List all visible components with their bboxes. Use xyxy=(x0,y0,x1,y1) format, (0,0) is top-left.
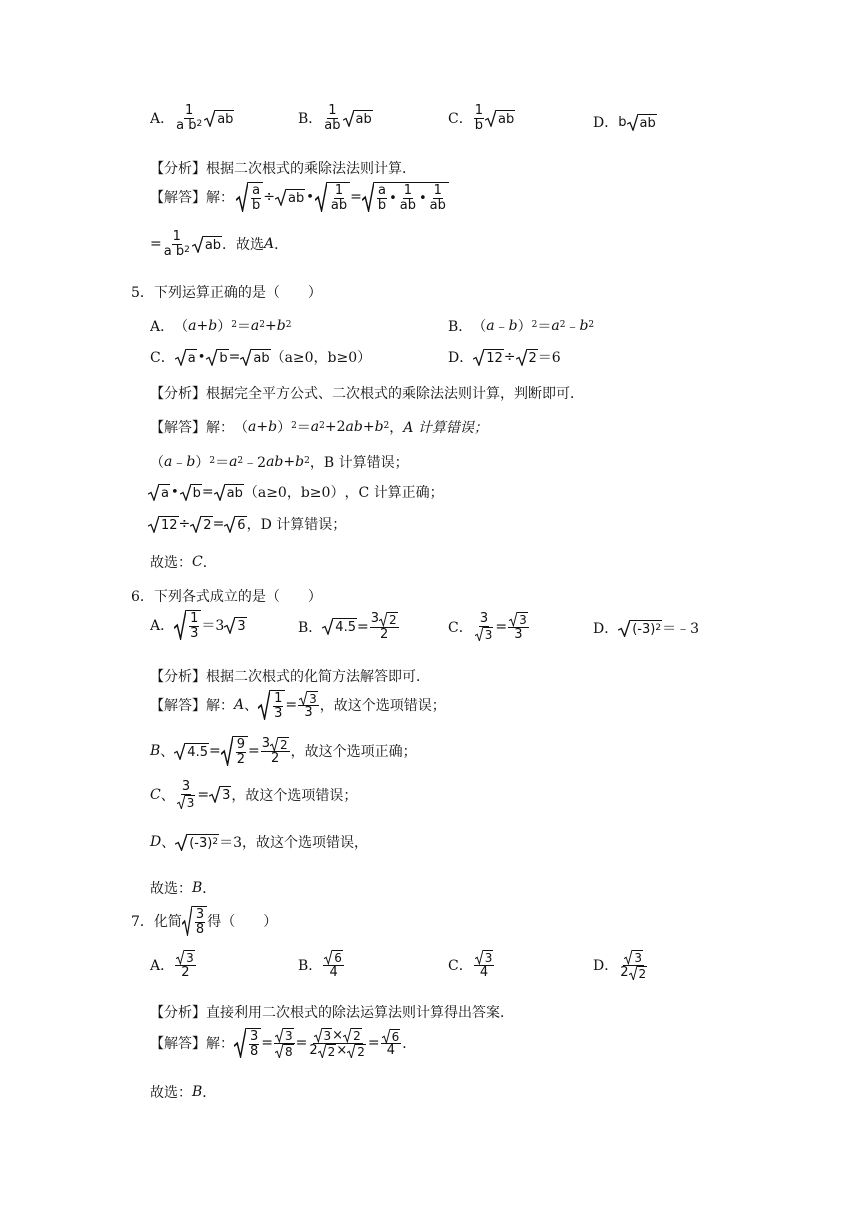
fraction: $\frac{3}{3}$ xyxy=(298,691,319,720)
answer: A xyxy=(264,236,275,253)
solution-end: ．故选 xyxy=(222,237,265,254)
fraction: 3 2 2 xyxy=(261,735,288,767)
q6-final xyxy=(150,878,216,898)
radical: 9 2 xyxy=(221,736,248,766)
radical: ab xyxy=(343,110,373,127)
option-label: D． xyxy=(593,115,619,131)
option-label: C． xyxy=(448,619,473,636)
answer: C xyxy=(192,554,203,570)
q6-option-d[interactable]: D． (-3) $^2$ ＝ ﹣3 xyxy=(593,618,699,638)
q6-solution-a: 【解答】 解： A 、 1 3 = $\frac{3}{3}$ ，故这个选项错误； xyxy=(150,691,446,721)
analysis-text: 根据完全平方公式、二次根式的乘除法法则计算，判断即可． xyxy=(206,386,584,402)
option-label: B． xyxy=(298,111,323,128)
analysis-tag: 【分析】 xyxy=(150,1005,206,1021)
solution-tag: 【解答】 xyxy=(150,1036,206,1053)
q7-final xyxy=(150,1082,216,1102)
q6-option-c[interactable]: C． $\frac{3}{3}$ = $\frac{3}{3}$ xyxy=(448,611,527,642)
radical: 3 8 xyxy=(234,1028,261,1058)
radical: ab xyxy=(192,236,222,253)
q5-option-a[interactable]: A． （ a + b ） $^2$ ＝ a $^2$ + b $^2$ xyxy=(150,318,292,335)
fraction: 1 a b $^2$ xyxy=(176,103,203,133)
radical: 3 xyxy=(209,786,231,803)
verdict: ，故这个选项错误， xyxy=(242,835,368,851)
radical: 2 xyxy=(190,516,212,533)
final-prefix: 故选： xyxy=(150,881,192,897)
radical: 3 8 xyxy=(182,906,207,936)
final-end: ． xyxy=(202,1085,217,1101)
radical: 4.5 xyxy=(322,618,357,635)
condition: （a≥0，b≥0） xyxy=(270,350,372,366)
option-label: B． xyxy=(298,957,323,974)
radical: a b • 1 ab • 1 ab xyxy=(362,182,449,212)
q6-solution-d: D 、 (-3) $^2$ ＝3 ，故这个选项错误， xyxy=(150,834,368,851)
q4-option-d[interactable]: D． b ab xyxy=(593,112,657,132)
final-end: ． xyxy=(202,555,217,571)
solution-tag: 【解答】 xyxy=(150,698,206,715)
q5-solution-4: 12 ÷ 2 = 6 ， D 计算错误； xyxy=(148,514,346,534)
option-label: B． xyxy=(298,619,323,636)
solution-step: B 计算错误； xyxy=(323,455,409,471)
final-prefix: 故选： xyxy=(150,1085,192,1101)
fraction: $\frac{6}{4}$ xyxy=(381,1029,402,1058)
option-label: C． xyxy=(448,957,473,974)
q6-solution-b: B 、 4.5 = 9 2 = 3 2 2 ，故这个选项正确； xyxy=(150,735,417,767)
q6-solution-c: C 、 $\frac{3}{3}$ = 3 ，故这个选项错误； xyxy=(150,779,358,810)
radical: ab xyxy=(214,484,244,501)
radical: ab xyxy=(275,189,305,206)
radical: 1 3 xyxy=(174,610,201,640)
radical: 1 ab xyxy=(315,182,350,212)
q7-stem xyxy=(131,906,277,936)
q7-option-a[interactable] xyxy=(150,950,197,979)
q7-solution: 【解答】 解： 3 8 = $\frac{3}{8}$ = 3 × 2 2 2 × 2 = $\frac{6}{4}$ ． xyxy=(150,1027,417,1059)
radical: 1 3 xyxy=(258,690,285,720)
radical: a xyxy=(175,349,197,366)
q5-option-c[interactable]: C． a • b = ab （a≥0，b≥0） xyxy=(150,349,372,366)
option-label: C． xyxy=(150,350,175,366)
analysis-tag: 【分析】 xyxy=(150,669,206,685)
q4-analysis xyxy=(150,158,416,178)
option-label: D． xyxy=(448,350,474,366)
option-label: D． xyxy=(593,958,619,975)
q5-solution-1: 【解答】 解： （ a + b ） $^2$ ＝ a $^2$ +2 ab + b $^2$ ， A 计算错误； xyxy=(150,419,488,436)
solution-step: D 计算错误； xyxy=(260,517,347,533)
verdict: ，故这个选项正确； xyxy=(290,744,417,761)
fraction: $\frac{3}{8}$ xyxy=(274,1028,295,1058)
q4-option-b[interactable] xyxy=(298,104,373,132)
radical: b xyxy=(206,349,228,366)
solution-tag: 【解答】 xyxy=(150,420,206,436)
option-label: B． xyxy=(448,319,473,335)
option-label: D． xyxy=(593,621,619,637)
option-label: C． xyxy=(448,111,473,128)
q5-stem xyxy=(131,282,322,302)
q6-stem xyxy=(131,586,322,606)
solution-prefix: 解： xyxy=(206,1036,234,1053)
q5-option-d[interactable]: D． 12 ÷ 2 ＝6 xyxy=(448,349,561,366)
radical: a xyxy=(148,484,170,501)
q5-final xyxy=(150,552,217,572)
q7-option-c[interactable] xyxy=(448,950,495,979)
analysis-tag: 【分析】 xyxy=(150,161,206,177)
fraction: $\frac{3}{3}$ xyxy=(176,780,197,809)
condition: （a≥0，b≥0） xyxy=(243,485,345,501)
q5-solution-3: a • b = ab （a≥0，b≥0） ， C 计算正确； xyxy=(148,482,444,502)
radical: (-3) $^2$ xyxy=(175,834,219,851)
q4-result: = 1 a b $^2$ ab ．故选 A ． xyxy=(150,229,289,259)
q6-option-a[interactable]: A． 1 3 ＝3 3 xyxy=(150,611,246,641)
radical: 12 xyxy=(148,516,179,533)
radical: 3 xyxy=(224,617,246,634)
fraction: 1 b xyxy=(474,103,483,133)
solution-prefix: 解： xyxy=(206,698,234,715)
fraction: 3 2 xyxy=(175,950,196,979)
q7-option-d[interactable] xyxy=(593,950,649,980)
radical: (-3) $^2$ xyxy=(618,620,662,637)
solution-prefix: 解： xyxy=(206,420,234,436)
question-stem: 7．化简 xyxy=(131,914,182,931)
radical: 6 xyxy=(224,516,246,533)
analysis-tag: 【分析】 xyxy=(150,386,206,402)
verdict: ，故这个选项错误； xyxy=(231,787,358,804)
option-label: A． xyxy=(150,618,175,635)
analysis-text: 根据二次根式的化简方法解答即可． xyxy=(206,669,430,685)
solution-prefix: 解： xyxy=(206,190,234,207)
final-prefix: 故选： xyxy=(150,555,192,571)
option-label: A． xyxy=(150,957,175,974)
radical: 12 xyxy=(473,349,504,366)
q7-option-b[interactable] xyxy=(298,950,345,979)
analysis-text: 直接利用二次根式的除法运算法则计算得出答案． xyxy=(206,1005,514,1021)
question-stem-suffix: 得（ ） xyxy=(207,914,278,931)
fraction: 3 2 2 xyxy=(620,951,647,981)
final-end: ． xyxy=(202,881,217,897)
analysis-text: 根据二次根式的乘除法法则计算． xyxy=(206,161,416,177)
fraction: 3 4 xyxy=(474,950,495,979)
fraction: 3 × 2 2 2 × 2 xyxy=(309,1027,365,1059)
q6-option-b[interactable]: B． 4.5 = 3 2 2 xyxy=(298,611,397,642)
q4-option-c[interactable] xyxy=(448,104,515,132)
radical: ab xyxy=(204,110,234,127)
option-label: A． xyxy=(150,319,175,335)
q4-option-a[interactable] xyxy=(150,104,234,132)
solution-step: A 计算错误； xyxy=(403,420,488,436)
radical: a b xyxy=(236,182,263,212)
fraction: 3 2 2 xyxy=(370,611,397,642)
option-value: ﹣3 xyxy=(676,621,699,637)
answer: B xyxy=(192,880,203,896)
answer: B xyxy=(192,1084,203,1100)
radical: 2 xyxy=(516,349,538,366)
radical: ab xyxy=(627,114,657,131)
radical: b xyxy=(180,484,202,501)
solution-tag: 【解答】 xyxy=(150,190,206,207)
option-label: A． xyxy=(150,111,175,128)
q5-option-b[interactable]: B． （ a ﹣ b ） $^2$ ＝ a $^2$ ﹣ b $^2$ xyxy=(448,318,595,335)
q4-solution: 【解答】 解： a b ÷ ab • 1 ab = a b • 1 ab • 1 ab xyxy=(150,182,449,212)
fraction: 6 4 xyxy=(323,950,344,979)
radical: 4.5 xyxy=(174,743,209,760)
fraction: $\frac{3}{3}$ xyxy=(474,612,495,641)
q6-analysis xyxy=(150,666,430,686)
fraction: $\frac{3}{3}$ xyxy=(508,612,529,641)
question-stem: 6．下列各式成立的是（ ） xyxy=(131,589,322,605)
question-stem: 5．下列运算正确的是（ ） xyxy=(131,285,322,301)
q5-analysis xyxy=(150,383,584,403)
q5-solution-2: （ a ﹣ b ） $^2$ ＝ a $^2$ ﹣2 ab + b $^2$ ， B 计算错误； xyxy=(150,454,409,471)
verdict: ，故这个选项错误； xyxy=(319,698,446,715)
fraction: 1 a b $^2$ xyxy=(163,229,190,259)
radical: ab xyxy=(485,110,515,127)
answer-end: ． xyxy=(274,237,289,254)
fraction: 1 ab xyxy=(324,103,341,133)
radical: ab xyxy=(240,349,270,366)
q7-analysis xyxy=(150,1002,514,1022)
solution-step: C 计算正确； xyxy=(358,485,444,501)
